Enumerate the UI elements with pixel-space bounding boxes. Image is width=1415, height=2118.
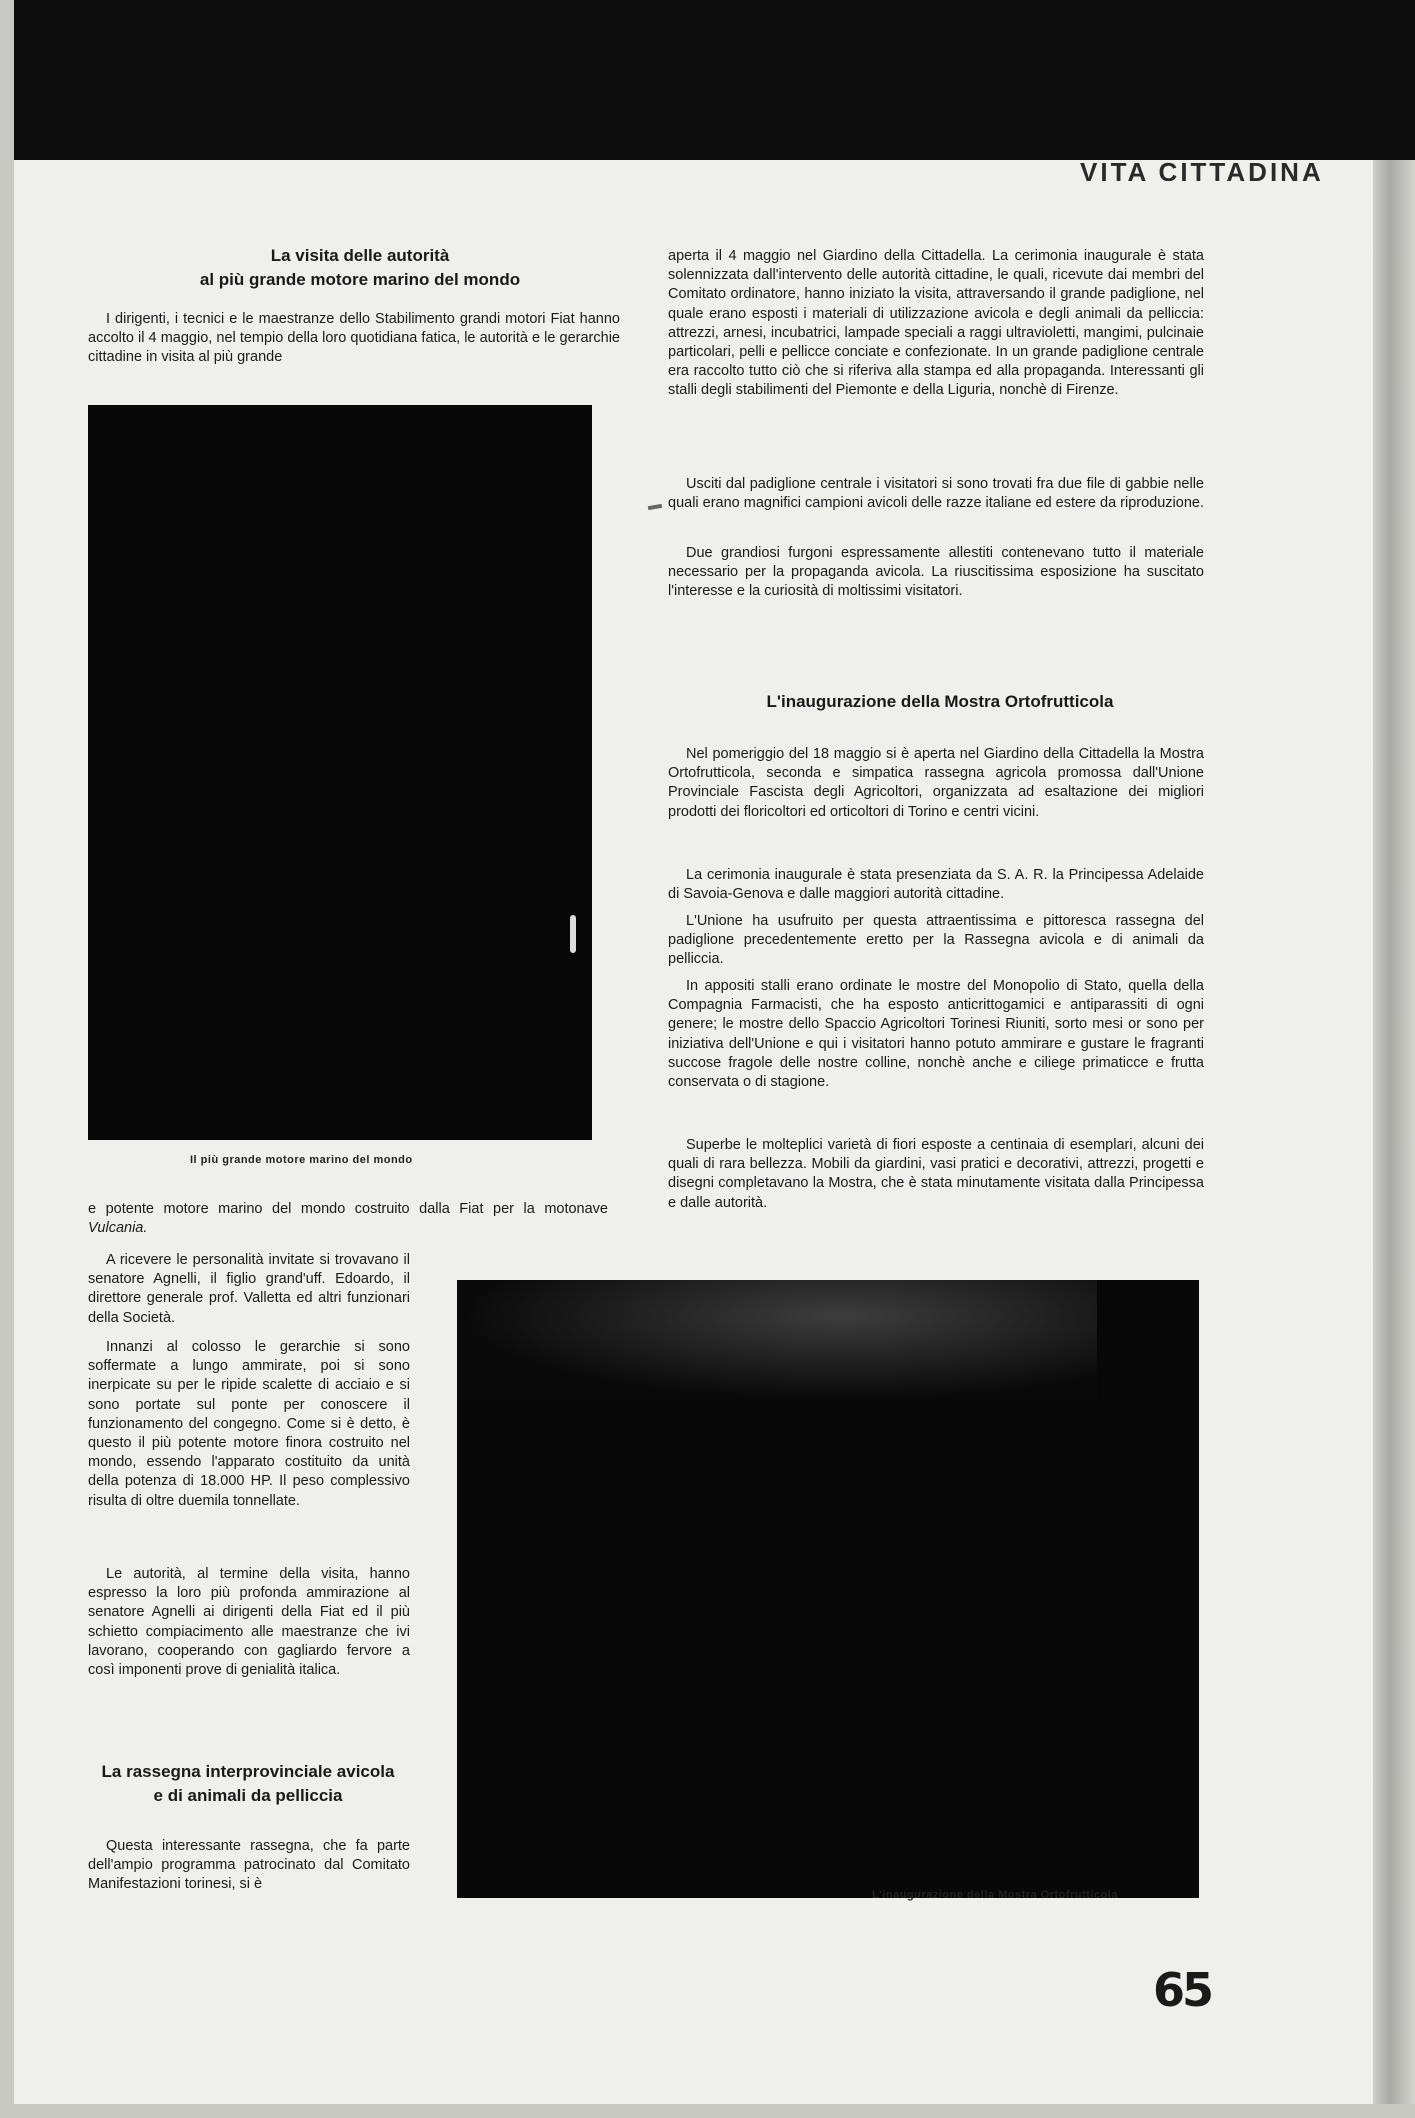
photo-caption-mostra: L'inaugurazione della Mostra Ortofrutticola — [872, 1889, 1118, 1901]
paragraph-colosso: Innanzi al colosso le gerarchie si sono soffermate a lungo ammirate, poi si sono inerpicate su per le ripide scalette di acciaio e si sono portate sul ponte per conoscere il funzionamento del congegno. Come si è detto, è questo il più potente motore finora costruito nel mondo, essendo l'apparato costituito da unità della potenza di 18.000 HP. Il peso complessivo risulta di oltre duemila tonnellate. — [88, 1339, 410, 1509]
scan-border-left — [0, 0, 14, 2118]
paragraph-stalli: In appositi stalli erano ordinate le mostre del Monopolio di Stato, quella della Compagnia Farmacisti, che ha esposto anticrittogamici e antiparassiti di ogni genere; le mostre dello Spaccio Agricoltori Torinesi Riuniti, sorto mesi or sono per iniziativa dell'Unione e qui i visitatori hanno potuto ammirare e gustare le fragranti succose fragole delle nostre colline, nonchè anche e ciliege primaticce e frutta conservata o di stagione. — [668, 978, 1204, 1091]
paragraph-fiori: Superbe le molteplici varietà di fiori esposte a centinaia di esemplari, alcuni dei quali di rara bellezza. Mobili da giardini, vasi pratici e decorativi, attrezzi, progetti e disegni completavano la Mostra, che è stata minutamente visitata dalla Principessa e dalle autorità. — [668, 1137, 1204, 1211]
paragraph-motonave — [88, 1200, 608, 1238]
paragraph-furgoni: Due grandiosi furgoni espressamente allestiti contenevano tutto il materiale necessario per la propaganda avicola. La riuscitissima esposizione ha suscitato l'interesse e la curiosità di moltissimi visitatori. — [668, 545, 1204, 600]
paragraph-ricevimento: A ricevere le personalità invitate si trovavano il senatore Agnelli, il figlio grand'uff. Edoardo, il direttore generale prof. Valletta ed altri funzionari della Società. — [88, 1252, 410, 1326]
paragraph-mostra-apertura: Nel pomeriggio del 18 maggio si è aperta nel Giardino della Cittadella la Mostra Ortofrutticola, seconda e simpatica rassegna agricola promossa dall'Unione Provinciale Fascista degli Agricoltori, organizzata ad esaltazione dei migliori prodotti dei floricoltori ed orticoltori di Torino e centri vicini. — [668, 746, 1204, 820]
scan-border-right — [1373, 160, 1415, 2118]
running-head: VITA CITTADINA — [1080, 161, 1324, 181]
photo-motore-marino — [88, 405, 592, 1140]
page-number: 65 — [1153, 1963, 1212, 2017]
article-heading-visita — [90, 244, 630, 292]
photo-mostra-ortofrutticola — [457, 1280, 1199, 1898]
paragraph-cerimonia-avicola: aperta il 4 maggio nel Giardino della Cittadella. La cerimonia inaugurale è stata solennizzata dall'intervento delle autorità cittadine, le quali, ricevute dai membri del Comitato ordinatore, hanno iniziato la visita, attraversando il grande padiglione, nel quale erano esposti i materiali di utilizzazione avicola e degli animali da pelliccia: attrezzi, arnesi, incubatrici, lampade speciali a raggi ultravioletti, mangimi, pulcinaie particolari, pelli e pellicce conciate e confezionate. In un grande padiglione centrale era raccolto tutto ciò che si riferiva alla stampa ed alla propaganda. Interessanti gli stalli degli stabilimenti del Piemonte e della Liguria, nonchè di Firenze. — [668, 248, 1204, 399]
article-heading-mostra: L'inaugurazione della Mostra Ortofrutticola — [766, 692, 1114, 711]
heading-line-1: La visita delle autorità — [270, 246, 450, 265]
paragraph-gabbie: Usciti dal padiglione centrale i visitatori si sono trovati fra due file di gabbie nelle quali erano magnifici campioni avicoli delle razze italiane ed estere da riproduzione. — [668, 476, 1204, 512]
heading-line-2: al più grande motore marino del mondo — [199, 270, 521, 289]
scan-border-top — [0, 0, 1415, 160]
ship-name: Vulcania. — [88, 1220, 148, 1237]
scan-border-bottom — [0, 2104, 1415, 2118]
heading-line-2: e di animali da pelliccia — [153, 1786, 343, 1805]
paragraph-rassegna: Questa interessante rassegna, che fa parte dell'ampio programma patrocinato dal Comitato Manifestazioni torinesi, si è — [88, 1838, 410, 1893]
paragraph-motonave-text: e potente motore marino del mondo costruito dalla Fiat per la motonave — [88, 1201, 608, 1217]
paragraph-termine-visita: Le autorità, al termine della visita, hanno espresso la loro più profonda ammirazione al senatore Agnelli ai dirigenti della Fiat ed il più schietto compiacimento alle maestranze che ivi lavorano, cooperando con gagliardo fervore a così imponenti prove di genialità italica. — [88, 1566, 410, 1679]
photo-caption-motore: Il più grande motore marino del mondo — [190, 1154, 413, 1166]
intro-paragraph: I dirigenti, i tecnici e le maestranze dello Stabilimento grandi motori Fiat hanno accolto il 4 maggio, nel tempio della loro quotidiana fatica, le autorità e le gerarchie cittadine in visita al più grande — [88, 311, 620, 366]
article-heading-rassegna — [78, 1760, 418, 1808]
paragraph-principessa: La cerimonia inaugurale è stata presenziata da S. A. R. la Principessa Adelaide di Savoia-Genova e dalle maggiori autorità cittadine. — [668, 867, 1204, 903]
paragraph-unione: L'Unione ha usufruito per questa attraentissima e pittoresca rassegna del padiglione precedentemente eretto per la Rassegna avicola e di animali da pelliccia. — [668, 913, 1204, 968]
heading-line-1: La rassegna interprovinciale avicola — [101, 1762, 395, 1781]
